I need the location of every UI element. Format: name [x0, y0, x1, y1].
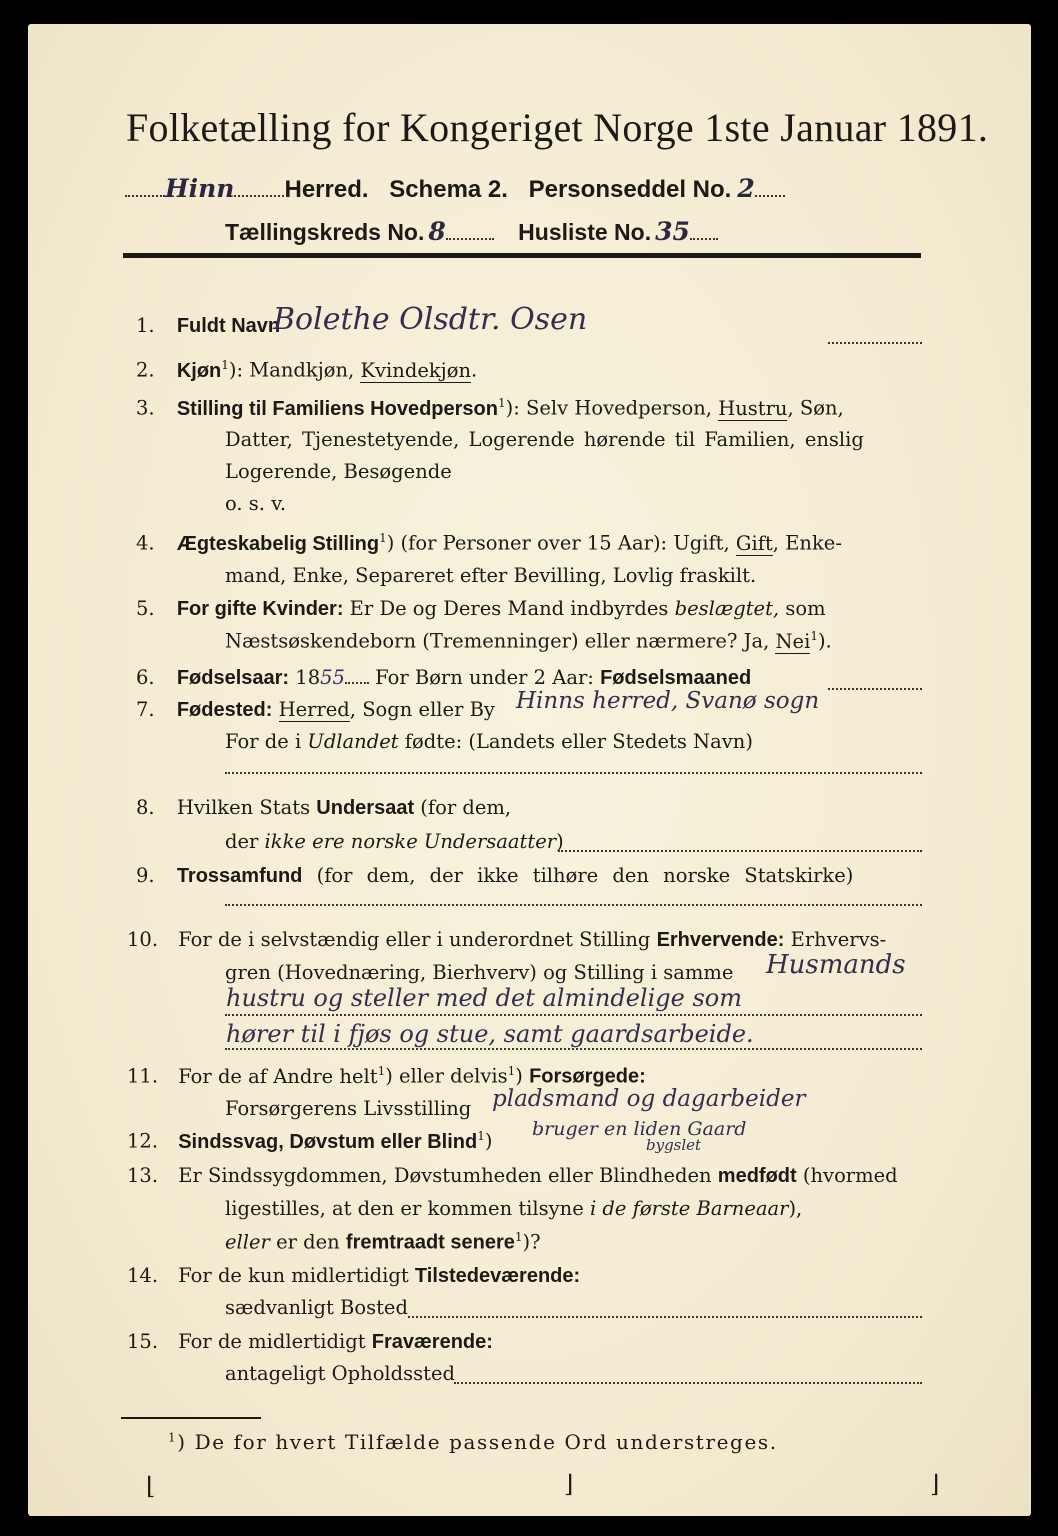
- item-number: 2.: [136, 358, 155, 382]
- item-15-text: For de midlertidigt: [178, 1330, 372, 1353]
- item-2-options: ): Mandkjøn,: [228, 358, 361, 382]
- schema-label: Schema 2.: [389, 176, 508, 203]
- item-3-label: Stilling til Familiens Hovedperson: [176, 397, 498, 420]
- item-13-label: medfødt: [717, 1165, 797, 1187]
- item-12-value: bruger en liden Gaard: [532, 1118, 747, 1140]
- item-15-label: Fraværende:: [371, 1331, 493, 1353]
- footnote-marker: 1: [168, 1430, 178, 1445]
- footnote-text: ) De for hvert Tilfælde passende Ord understreges.: [177, 1430, 778, 1454]
- item-13-label-2: fremtraadt senere: [345, 1231, 515, 1254]
- item-3-line-1: [136, 396, 844, 421]
- item-3-options-a: ): Selv Hovedperson,: [505, 396, 719, 420]
- item-number: 9.: [136, 864, 155, 887]
- item-9-label: Trossamfund: [176, 865, 303, 887]
- item-15-line-2: antageligt Opholdssted: [225, 1362, 456, 1385]
- item-14-dots: [408, 1316, 922, 1318]
- husliste-value: 35: [655, 217, 690, 246]
- item-5-selected: Nei: [775, 629, 811, 653]
- footnote-ref: 1: [514, 1230, 523, 1244]
- item-12: [127, 1129, 492, 1154]
- item-3-line-4: o. s. v.: [225, 492, 287, 515]
- registration-mark-left: ⌊: [146, 1472, 156, 1500]
- item-9: [136, 864, 853, 888]
- item-2-selected: Kvindekjøn: [360, 358, 472, 382]
- footnote-ref: 1: [221, 358, 229, 372]
- item-number: 11.: [127, 1064, 159, 1088]
- item-4-line-2: mand, Enke, Separeret efter Bevilling, Lovlig fraskilt.: [225, 564, 757, 587]
- item-number: 8.: [136, 796, 155, 819]
- item-5-italic: beslægtet,: [674, 597, 780, 620]
- item-5-end: som: [779, 597, 826, 620]
- item-4-options-a: ) (for Personer over 15 Aar): Ugift,: [386, 531, 736, 555]
- header-line-2: [225, 217, 718, 246]
- item-5-text: Er De og Deres Mand indbyrdes: [343, 597, 675, 620]
- footnote-ref: 1: [507, 1064, 516, 1078]
- item-13-line-1: [127, 1164, 898, 1188]
- footnote-ref: 1: [477, 1129, 485, 1143]
- item-1: [136, 314, 280, 338]
- item-8-line-1: [136, 796, 511, 820]
- item-13-italic: i de første Barneaar: [589, 1197, 789, 1220]
- footnote-ref: 1: [379, 531, 387, 545]
- personseddel-label: Personseddel No.: [528, 176, 732, 203]
- item-3-line-2: Datter, Tjenestetyende, Logerende hørende til Familien, enslig: [225, 428, 864, 451]
- kreds-dots: [446, 220, 494, 240]
- registration-mark-right: ⌋: [930, 1470, 940, 1498]
- census-form-page: [28, 24, 1031, 1516]
- item-10-line-1: [127, 928, 886, 952]
- item-number: 1.: [136, 314, 155, 337]
- form-title: Folketælling for Kongeriget Norge 1ste Januar 1891.: [126, 105, 989, 150]
- item-14-text: For de kun midlertidigt: [178, 1264, 415, 1287]
- item-11-text-a: For de af Andre helt: [178, 1064, 378, 1088]
- item-11-line-1: [127, 1064, 646, 1089]
- item-10-value-3: hører til i fjøs og stue, samt gaardsarbeide.: [226, 1020, 754, 1048]
- item-1-label: Fuldt Navn: [176, 315, 281, 337]
- item-2: [136, 358, 477, 383]
- item-12-value-2: bygslet: [646, 1136, 702, 1154]
- item-7-italic: Udlandet: [307, 730, 399, 753]
- item-2-end: .: [471, 358, 478, 382]
- item-13-text-e: er den: [269, 1230, 346, 1254]
- herred-dots-right: [234, 177, 284, 197]
- item-11-label: Forsørgede:: [529, 1065, 646, 1088]
- item-number: 5.: [136, 597, 155, 620]
- item-12-label: Sindssvag, Døvstum eller Blind: [178, 1130, 478, 1153]
- item-4-selected: Gift: [735, 531, 773, 555]
- item-10-dots-1: [225, 1014, 922, 1016]
- item-7-dots: [225, 772, 922, 774]
- item-1-dots: [828, 342, 922, 344]
- item-11-text-c: ): [515, 1064, 530, 1088]
- item-8-line-2: [225, 830, 564, 853]
- header-rule: [123, 253, 921, 258]
- item-10-dots-2: [225, 1048, 922, 1050]
- item-3-line-3: Logerende, Besøgende: [225, 460, 452, 483]
- item-11-line-2: Forsørgerens Livsstilling: [225, 1097, 472, 1120]
- husliste-dots: [690, 220, 718, 240]
- item-8-text-d: ): [556, 830, 564, 853]
- item-number: 12.: [127, 1129, 159, 1153]
- item-10-text-b: Erhvervs-: [784, 928, 887, 951]
- header-line-1: [125, 174, 785, 204]
- item-number: 15.: [127, 1330, 159, 1353]
- birth-year-dots: [345, 664, 369, 684]
- item-5-end-2: ).: [817, 629, 832, 653]
- item-10-label: Erhvervende:: [656, 929, 785, 951]
- footnote-ref: 1: [377, 1064, 386, 1078]
- item-1-value: Bolethe Olsdtr. Osen: [273, 302, 588, 337]
- personseddel-value: 2: [737, 174, 755, 203]
- item-6-text: For Børn under 2 Aar:: [368, 666, 601, 689]
- item-10-value-2: hustru og steller med det almindelige som: [226, 984, 742, 1012]
- item-7-label: Fødested:: [176, 699, 273, 721]
- item-3-options-b: , Søn,: [787, 396, 844, 420]
- item-9-dots: [225, 904, 922, 906]
- item-14-label: Tilstedeværende:: [414, 1265, 581, 1287]
- item-13-italic-2: eller: [225, 1230, 270, 1254]
- item-number: 4.: [136, 531, 155, 555]
- item-15-line-1: [127, 1330, 493, 1354]
- item-14-line-1: [127, 1264, 580, 1288]
- personseddel-dots: [755, 177, 785, 197]
- item-7-selected: Herred: [278, 698, 350, 721]
- item-4-line-1: [136, 531, 842, 556]
- item-4-label: Ægteskabelig Stilling: [176, 532, 380, 555]
- kreds-value: 8: [428, 217, 446, 246]
- item-7-text-b: fødte: (Landets eller Stedets Navn): [398, 730, 753, 753]
- item-6-dots: [828, 688, 922, 690]
- item-15-dots: [454, 1382, 922, 1384]
- footnote-rule: [121, 1417, 261, 1419]
- item-6-label-2: Fødselsmaaned: [600, 667, 752, 689]
- item-10-value-1: Husmands: [766, 950, 906, 980]
- footnote-ref: 1: [810, 629, 818, 643]
- item-13-line-3: [225, 1230, 541, 1255]
- registration-mark-center: ⌋: [564, 1470, 574, 1498]
- herred-value: Hinn: [165, 174, 235, 203]
- item-8-text-a: Hvilken Stats: [176, 796, 317, 819]
- item-14-line-2: sædvanligt Bosted: [225, 1296, 408, 1319]
- item-6: [136, 664, 751, 690]
- item-number: 13.: [127, 1164, 159, 1187]
- item-11-value: pladsmand og dagarbeider: [492, 1086, 806, 1112]
- item-7-options: , Sogn eller By: [349, 698, 495, 721]
- item-7-line-2: [225, 730, 753, 753]
- item-9-text: (for dem, der ikke tilhøre den norske Statskirke): [302, 864, 854, 887]
- item-10-line-2: gren (Hovednæring, Bierhverv) og Stilling i samme: [225, 961, 734, 984]
- birth-year-value: 55: [320, 666, 345, 689]
- item-8-italic: ikke ere norske Undersaatter: [264, 830, 557, 853]
- birth-year-prefix: 18: [295, 666, 321, 689]
- item-2-label: Kjøn: [176, 359, 222, 382]
- item-number: 3.: [136, 396, 155, 420]
- item-13-text-d: ),: [788, 1197, 803, 1220]
- item-12-text: ): [484, 1129, 493, 1153]
- item-10-text-a: For de i selvstændig eller i underordnet Stilling: [178, 928, 657, 951]
- item-7-value: Hinns herred, Svanø sogn: [516, 688, 820, 714]
- item-3-selected: Hustru: [718, 396, 788, 420]
- item-5-line-1: [136, 597, 826, 621]
- item-8-text-c: der: [225, 830, 265, 853]
- item-number: 7.: [136, 698, 155, 721]
- item-5-question: Næstsøskendeborn (Tremenninger) eller nærmere? Ja,: [225, 629, 776, 653]
- item-number: 6.: [136, 666, 155, 689]
- item-7-text-a: For de i: [225, 730, 308, 753]
- item-11-text-b: ) eller delvis: [385, 1064, 508, 1088]
- item-8-dots: [558, 850, 922, 852]
- footnote: [168, 1430, 778, 1454]
- item-13-text-f: )?: [522, 1230, 541, 1254]
- item-8-label: Undersaat: [316, 797, 415, 819]
- item-8-text-b: (for dem,: [414, 796, 512, 819]
- item-4-options-b: , Enke-: [772, 531, 842, 555]
- item-13-text-b: (hvormed: [796, 1164, 898, 1187]
- husliste-label: Husliste No.: [518, 219, 652, 245]
- herred-label: Herred.: [284, 176, 369, 203]
- item-6-label: Fødselsaar:: [176, 667, 290, 689]
- item-13-text-c: ligestilles, at den er kommen tilsyne: [225, 1197, 590, 1220]
- item-7-line-1: [136, 698, 495, 722]
- item-13-text-a: Er Sindssygdommen, Døvstumheden eller Blindheden: [178, 1164, 718, 1187]
- item-5-label: For gifte Kvinder:: [176, 598, 344, 620]
- kreds-label: Tællingskreds No.: [225, 219, 425, 245]
- item-5-line-2: [225, 629, 832, 653]
- item-number: 14.: [127, 1264, 159, 1287]
- item-13-line-2: [225, 1197, 802, 1220]
- item-number: 10.: [127, 928, 159, 951]
- footnote-ref: 1: [497, 396, 506, 410]
- herred-dots-left: [125, 177, 165, 197]
